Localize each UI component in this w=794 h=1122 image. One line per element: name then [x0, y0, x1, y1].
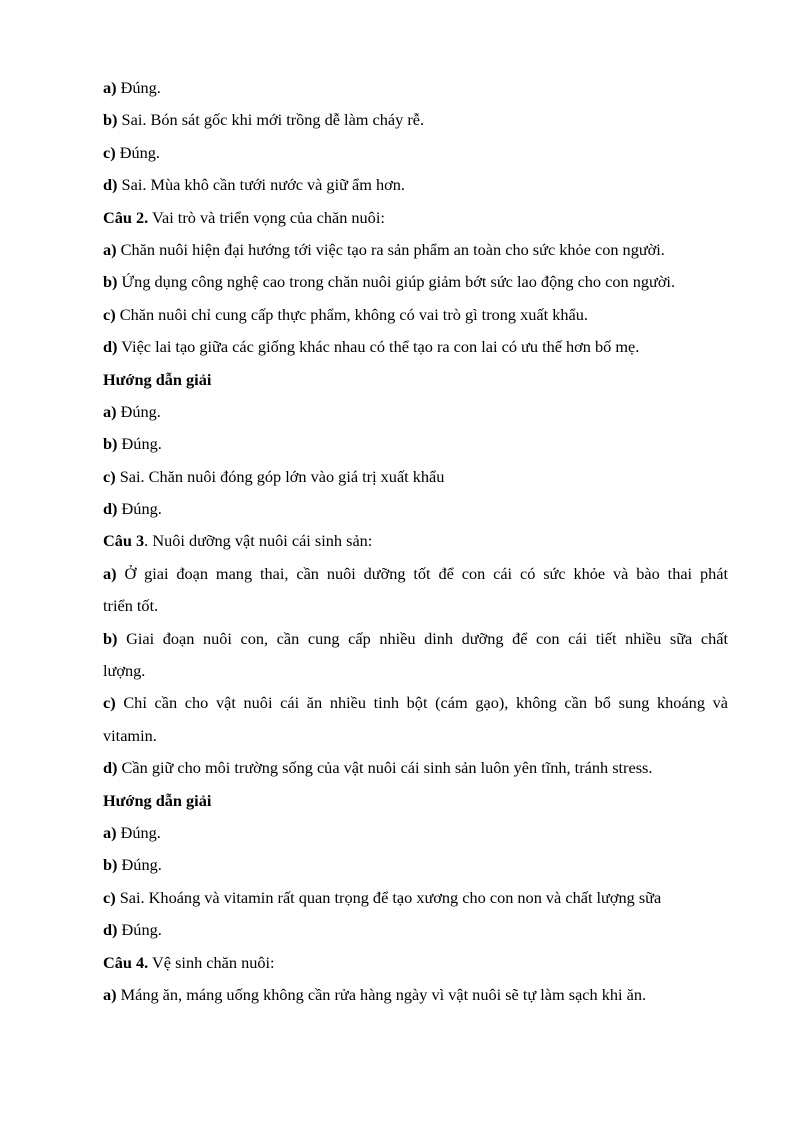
- answer-text: Đúng.: [117, 855, 162, 875]
- item-text: Cần giữ cho môi trường sống của vật nuôi cái sinh sản luôn yên tĩnh, tránh stress.: [117, 758, 653, 778]
- question-3-heading: [103, 530, 728, 562]
- q2-guide-heading: Hướng dẫn giải: [103, 369, 212, 389]
- item-label: c): [103, 693, 116, 713]
- q3-item-d: [103, 757, 728, 789]
- item-label: c): [103, 304, 116, 324]
- item-label: a): [103, 563, 117, 583]
- q3-item-a-line2: triển tốt.: [103, 596, 159, 616]
- answer-a: [103, 77, 728, 109]
- item-label: d): [103, 337, 118, 357]
- answer-label: b): [103, 434, 118, 454]
- q3-item-c-line2: vitamin.: [103, 725, 157, 745]
- q2-item-d: [103, 336, 728, 368]
- q3-item-b-line1: [103, 628, 728, 660]
- item-text: Chỉ cần cho vật nuôi cái ăn nhiều tinh bột (cám gạo), không cần bổ sung khoáng và: [115, 693, 728, 713]
- question-2-heading: [103, 207, 728, 239]
- answer-text: Đúng.: [116, 78, 161, 97]
- answer-text: Sai. Chăn nuôi đóng góp lớn vào giá trị xuất khẩu: [115, 466, 445, 486]
- answer-text: Sai. Mùa khô cần tưới nước và giữ ẩm hơn.: [117, 175, 405, 195]
- item-text: Chăn nuôi chỉ cung cấp thực phẩm, không có vai trò gì trong xuất khẩu.: [115, 304, 588, 324]
- answer-label: a): [103, 401, 117, 421]
- q3-item-a-line1: [103, 563, 728, 595]
- question-label: Câu 2.: [103, 207, 149, 227]
- answer-label: a): [103, 78, 117, 97]
- item-text: Chăn nuôi hiện đại hướng tới việc tạo ra sản phẩm an toàn cho sức khỏe con người.: [116, 239, 665, 259]
- answer-label: b): [103, 110, 118, 130]
- answer-label: b): [103, 855, 118, 875]
- answer-label: d): [103, 175, 118, 195]
- item-label: d): [103, 758, 118, 778]
- answer-label: d): [103, 920, 118, 940]
- question-4-heading: [103, 952, 728, 984]
- answer-text: Đúng.: [116, 822, 161, 842]
- q3-answer-b: [103, 854, 728, 886]
- question-label: Câu 3: [103, 531, 145, 551]
- answer-label: a): [103, 822, 117, 842]
- item-text: Việc lai tạo giữa các giống khác nhau có thể tạo ra con lai có ưu thế hơn bố mẹ.: [117, 337, 640, 357]
- q2-answer-b: [103, 433, 728, 465]
- answer-text: Đúng.: [117, 499, 162, 519]
- answer-text: Sai. Bón sát gốc khi mới trồng dễ làm cháy rễ.: [117, 110, 425, 130]
- item-label: a): [103, 984, 117, 1004]
- q2-answer-a: [103, 401, 728, 433]
- item-text: Máng ăn, máng uống không cần rửa hàng ngày vì vật nuôi sẽ tự làm sạch khi ăn.: [116, 984, 647, 1004]
- answer-label: d): [103, 499, 118, 519]
- q2-answer-d: [103, 498, 728, 530]
- answer-text: Đúng.: [115, 142, 160, 162]
- item-label: b): [103, 628, 118, 648]
- document-page: [103, 77, 728, 1016]
- item-text: Ứng dụng công nghệ cao trong chăn nuôi giúp giảm bớt sức lao động cho con người.: [117, 272, 676, 292]
- q3-answer-a: [103, 822, 728, 854]
- answer-b: [103, 109, 728, 141]
- item-text: Ở giai đoạn mang thai, cần nuôi dưỡng tốt để con cái có sức khỏe và bào thai phát: [116, 563, 728, 583]
- answer-text: Đúng.: [116, 401, 161, 421]
- question-title: Vệ sinh chăn nuôi:: [148, 952, 275, 972]
- q3-item-c-line1: [103, 692, 728, 724]
- answer-text: Đúng.: [117, 920, 162, 940]
- q2-item-a: [103, 239, 728, 271]
- q3-guide-heading: Hướng dẫn giải: [103, 790, 212, 810]
- question-title: . Nuôi dưỡng vật nuôi cái sinh sản:: [144, 531, 373, 551]
- item-label: b): [103, 272, 118, 292]
- answer-label: c): [103, 466, 116, 486]
- item-text: Giai đoạn nuôi con, cần cung cấp nhiều dinh dưỡng để con cái tiết nhiều sữa chất: [117, 628, 728, 648]
- answer-text: Đúng.: [117, 434, 162, 454]
- q2-answer-c: [103, 466, 728, 498]
- q2-item-c: [103, 304, 728, 336]
- answer-d: [103, 174, 728, 206]
- question-title: Vai trò và triển vọng của chăn nuôi:: [148, 207, 385, 227]
- q3-item-b-line2: lượng.: [103, 661, 146, 681]
- answer-c: [103, 142, 728, 174]
- q4-item-a: [103, 984, 728, 1016]
- answer-label: c): [103, 887, 116, 907]
- item-label: a): [103, 239, 117, 259]
- answer-label: c): [103, 142, 116, 162]
- q3-answer-c: [103, 887, 728, 919]
- question-label: Câu 4.: [103, 952, 149, 972]
- q3-answer-d: [103, 919, 728, 951]
- q2-item-b: [103, 271, 728, 303]
- answer-text: Sai. Khoáng và vitamin rất quan trọng để tạo xương cho con non và chất lượng sữa: [115, 887, 662, 907]
